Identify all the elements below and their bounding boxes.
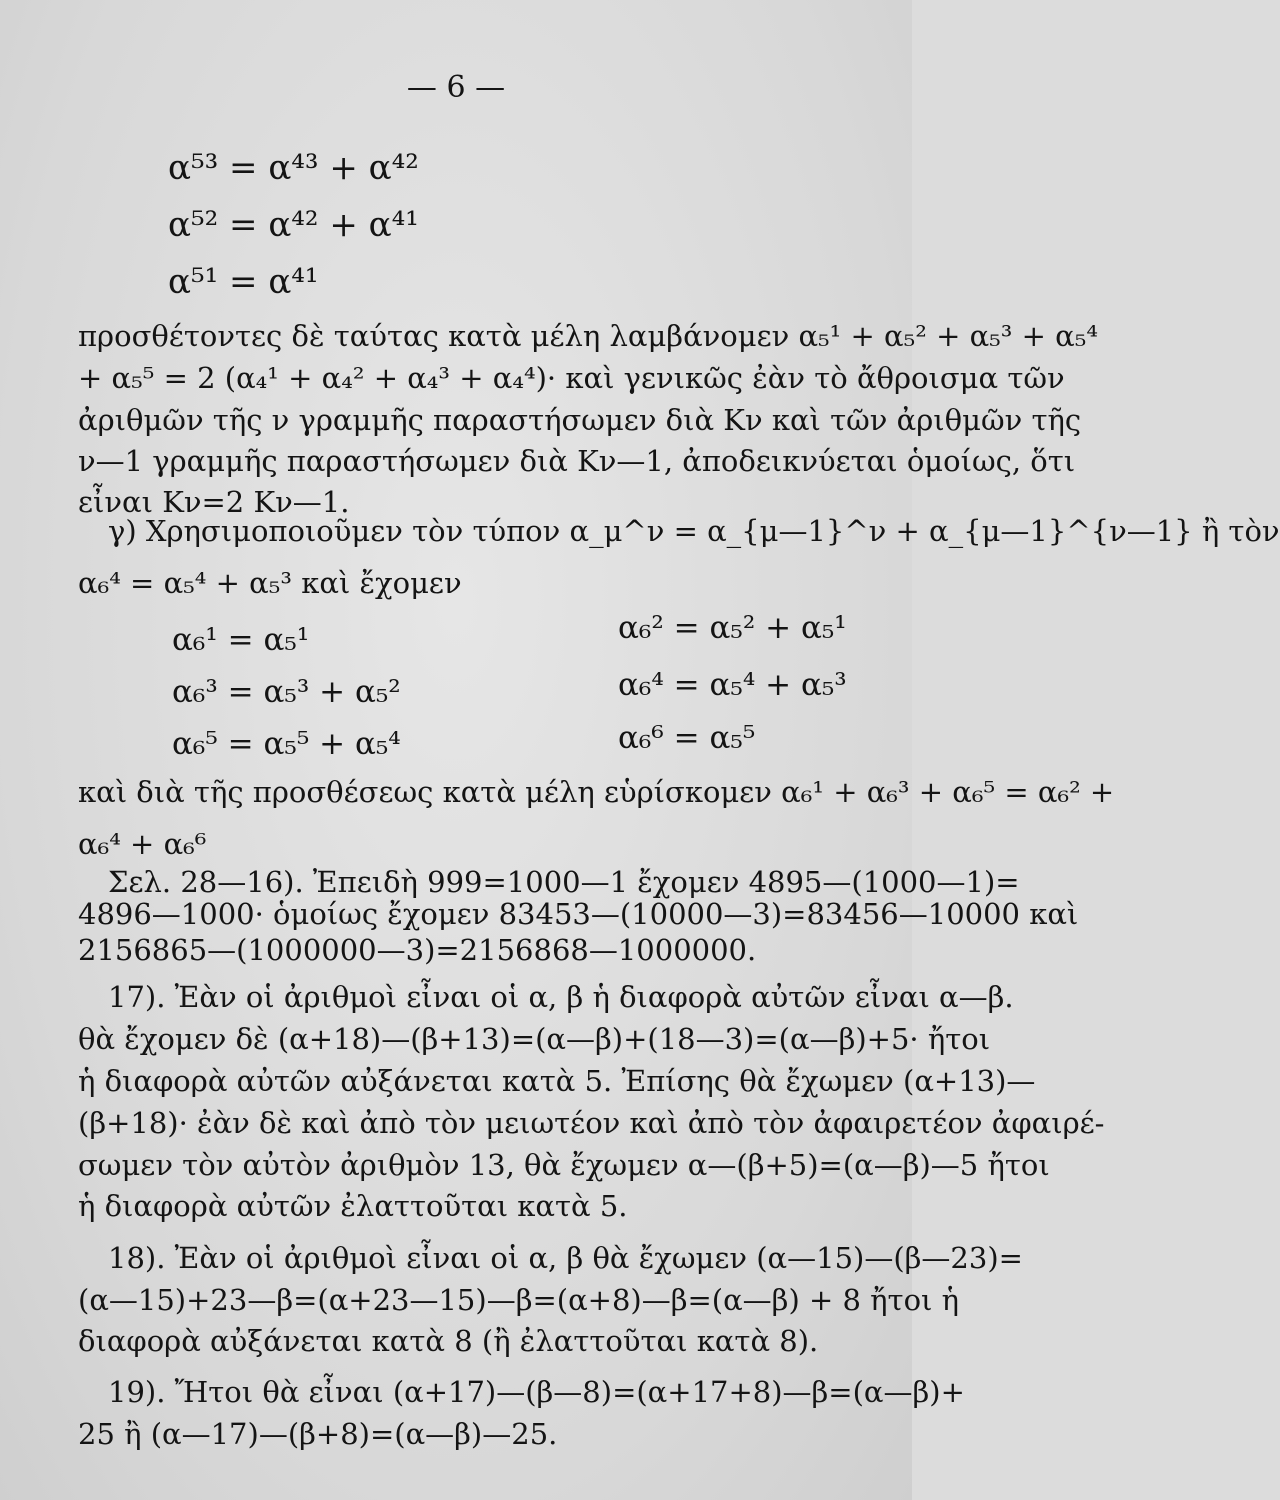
para7-line-2: 25 ἢ (α—17)—(β+8)=(α—β)—25. — [78, 1417, 558, 1451]
formula-left-3: α₆⁵ = α₅⁵ + α₅⁴ — [172, 726, 401, 762]
para2-line-2: α₆⁴ = α₅⁴ + α₅³ καὶ ἔχομεν — [78, 566, 462, 600]
para1-line-5: εἶναι Κν=2 Κν—1. — [78, 485, 350, 519]
para1-line-4: ν—1 γραμμῆς παραστήσωμεν διὰ Κν—1, ἀποδεικνύεται ὁμοίως, ὅτι — [78, 444, 1076, 478]
para1-line-2: + α₅⁵ = 2 (α₄¹ + α₄² + α₄³ + α₄⁴)· καὶ γενικῶς ἐὰν τὸ ἄθροισμα τῶν — [78, 361, 1065, 395]
formula-right-2: α₆⁴ = α₅⁴ + α₅³ — [618, 667, 847, 703]
para4-line-1: Σελ. 28—16). Ἐπειδὴ 999=1000—1 ἔχομεν 4895—(1000—1)= — [108, 865, 1020, 899]
para4-line-2: 4896—1000· ὁμοίως ἔχομεν 83453—(10000—3)=83456—10000 καὶ — [78, 897, 1079, 931]
para5-line-2: θὰ ἔχομεν δὲ (α+18)—(β+13)=(α—β)+(18—3)=(α—β)+5· ἤτοι — [78, 1022, 991, 1056]
para3-line-2: α₆⁴ + α₆⁶ — [78, 827, 207, 861]
para5-line-1: 17). Ἐὰν οἱ ἀριθμοὶ εἶναι οἱ α, β ἡ διαφορὰ αὐτῶν εἶναι α—β. — [108, 980, 1014, 1014]
para5-line-3: ἡ διαφορὰ αὐτῶν αὐξάνεται κατὰ 5. Ἐπίσης θὰ ἔχωμεν (α+13)— — [78, 1064, 1036, 1098]
para5-line-4: (β+18)· ἐὰν δὲ καὶ ἀπὸ τὸν μειωτέον καὶ ἀπὸ τὸν ἀφαιρετέον ἀφαιρέ- — [78, 1106, 1105, 1140]
formula-right-1: α₆² = α₅² + α₅¹ — [618, 610, 847, 646]
formula-top-2: α⁵² = α⁴² + α⁴¹ — [168, 205, 419, 245]
formula-left-1: α₆¹ = α₅¹ — [172, 622, 310, 658]
page-number: — 6 — — [406, 70, 506, 105]
para3-line-1: καὶ διὰ τῆς προσθέσεως κατὰ μέλη εὑρίσκομεν α₆¹ + α₆³ + α₆⁵ = α₆² + — [78, 775, 1115, 809]
para6-line-1: 18). Ἐὰν οἱ ἀριθμοὶ εἶναι οἱ α, β θὰ ἔχωμεν (α—15)—(β—23)= — [108, 1241, 1023, 1275]
para4-line-3: 2156865—(1000000—3)=2156868—1000000. — [78, 933, 757, 967]
formula-top-3: α⁵¹ = α⁴¹ — [168, 262, 319, 302]
para5-line-6: ἡ διαφορὰ αὐτῶν ἐλαττοῦται κατὰ 5. — [78, 1189, 628, 1223]
para6-line-2: (α—15)+23—β=(α+23—15)—β=(α+8)—β=(α—β) + 8 ἤτοι ἡ — [78, 1283, 960, 1317]
para2-line-1: γ) Χρησιμοποιοῦμεν τὸν τύπον α_μ^ν = α_{μ—1}^ν + α_{μ—1}^{ν—1} ἢ τὸν — [108, 514, 1280, 548]
formula-top-1: α⁵³ = α⁴³ + α⁴² — [168, 148, 419, 188]
para7-line-1: 19). Ἤτοι θὰ εἶναι (α+17)—(β—8)=(α+17+8)—β=(α—β)+ — [108, 1375, 965, 1409]
para1-line-1: προσθέτοντες δὲ ταύτας κατὰ μέλη λαμβάνομεν α₅¹ + α₅² + α₅³ + α₅⁴ — [78, 319, 1098, 353]
para1-line-3: ἀριθμῶν τῆς ν γραμμῆς παραστήσωμεν διὰ Κν καὶ τῶν ἀριθμῶν τῆς — [78, 403, 1082, 437]
para5-line-5: σωμεν τὸν αὐτὸν ἀριθμὸν 13, θὰ ἔχωμεν α—(β+5)=(α—β)—5 ἤτοι — [78, 1148, 1050, 1182]
para6-line-3: διαφορὰ αὐξάνεται κατὰ 8 (ἢ ἐλαττοῦται κατὰ 8). — [78, 1324, 819, 1358]
formula-right-3: α₆⁶ = α₅⁵ — [618, 720, 756, 756]
formula-left-2: α₆³ = α₅³ + α₅² — [172, 674, 401, 710]
